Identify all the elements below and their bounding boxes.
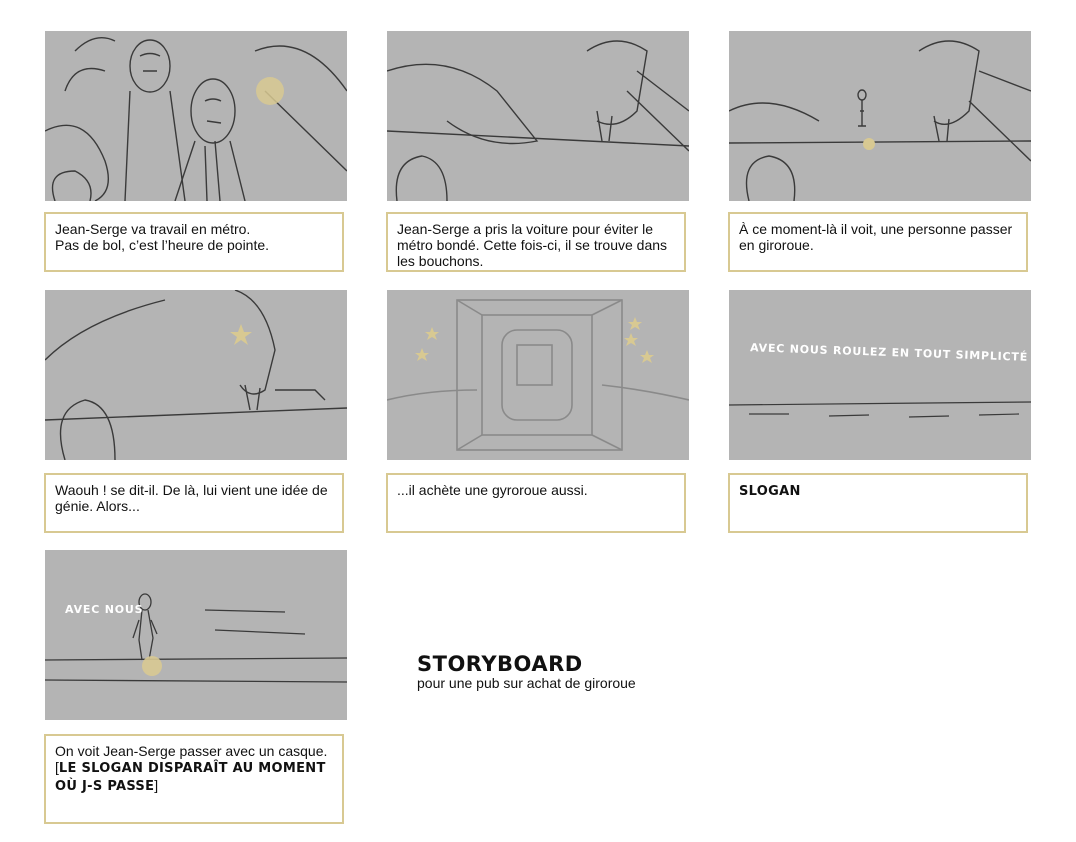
caption-3-text: À ce moment-là il voit, une personne passer en giroroue. <box>739 221 1013 253</box>
caption-3 <box>728 212 1028 272</box>
panel-5-sketch <box>387 290 689 460</box>
panel-1-sketch <box>45 31 347 201</box>
slogan-overlay: AVEC NOUS ROULEZ EN TOUT SIMPLICTÉ <box>749 341 1029 364</box>
caption-7-text: On voit Jean-Serge passer avec un casque. <box>55 743 328 759</box>
idea-sketch <box>45 290 347 460</box>
caption-2-text: Jean-Serge a pris la voiture pour éviter le métro bondé. Cette fois-ci, il se trouve dans les bouchons. <box>397 221 668 269</box>
caption-7-note <box>55 759 326 793</box>
caption-5 <box>386 473 686 533</box>
caption-7-bracket-open: [ <box>55 759 59 775</box>
caption-1 <box>44 212 344 272</box>
page-title: STORYBOARD <box>417 652 583 676</box>
metro-crowd-sketch <box>45 31 347 201</box>
caption-6 <box>728 473 1028 533</box>
gyroroue-box-sketch <box>387 290 689 460</box>
panel-2-sketch <box>387 31 689 201</box>
panel-3-sketch <box>729 31 1031 201</box>
caption-7 <box>44 734 344 824</box>
slogan-road-sketch <box>729 290 1031 460</box>
caption-4-text: Waouh ! se dit-il. De là, lui vient une idée de génie. Alors... <box>55 482 328 514</box>
panel-4-sketch <box>45 290 347 460</box>
caption-7-bracket-close: ] <box>154 777 159 793</box>
caption-2 <box>386 212 686 272</box>
caption-1-text: Jean-Serge va travail en métro. Pas de bol, c’est l’heure de pointe. <box>55 221 270 253</box>
panel-6-sketch <box>729 290 1031 460</box>
caption-7-note-text: LE SLOGAN DISPARAÎT AU MOMENT OÙ J-S PASSE <box>55 761 326 794</box>
caption-5-text: ...il achète une gyroroue aussi. <box>397 482 588 498</box>
distant-rider-sketch <box>729 31 1031 201</box>
rider-passing-sketch <box>45 550 347 720</box>
caption-4 <box>44 473 344 533</box>
page-subtitle: pour une pub sur achat de giroroue <box>417 675 636 691</box>
panel-7-sketch <box>45 550 347 720</box>
car-driver-sketch <box>387 31 689 201</box>
slogan-overlay-short: AVEC NOUS <box>65 603 144 616</box>
caption-6-text: SLOGAN <box>739 484 801 499</box>
